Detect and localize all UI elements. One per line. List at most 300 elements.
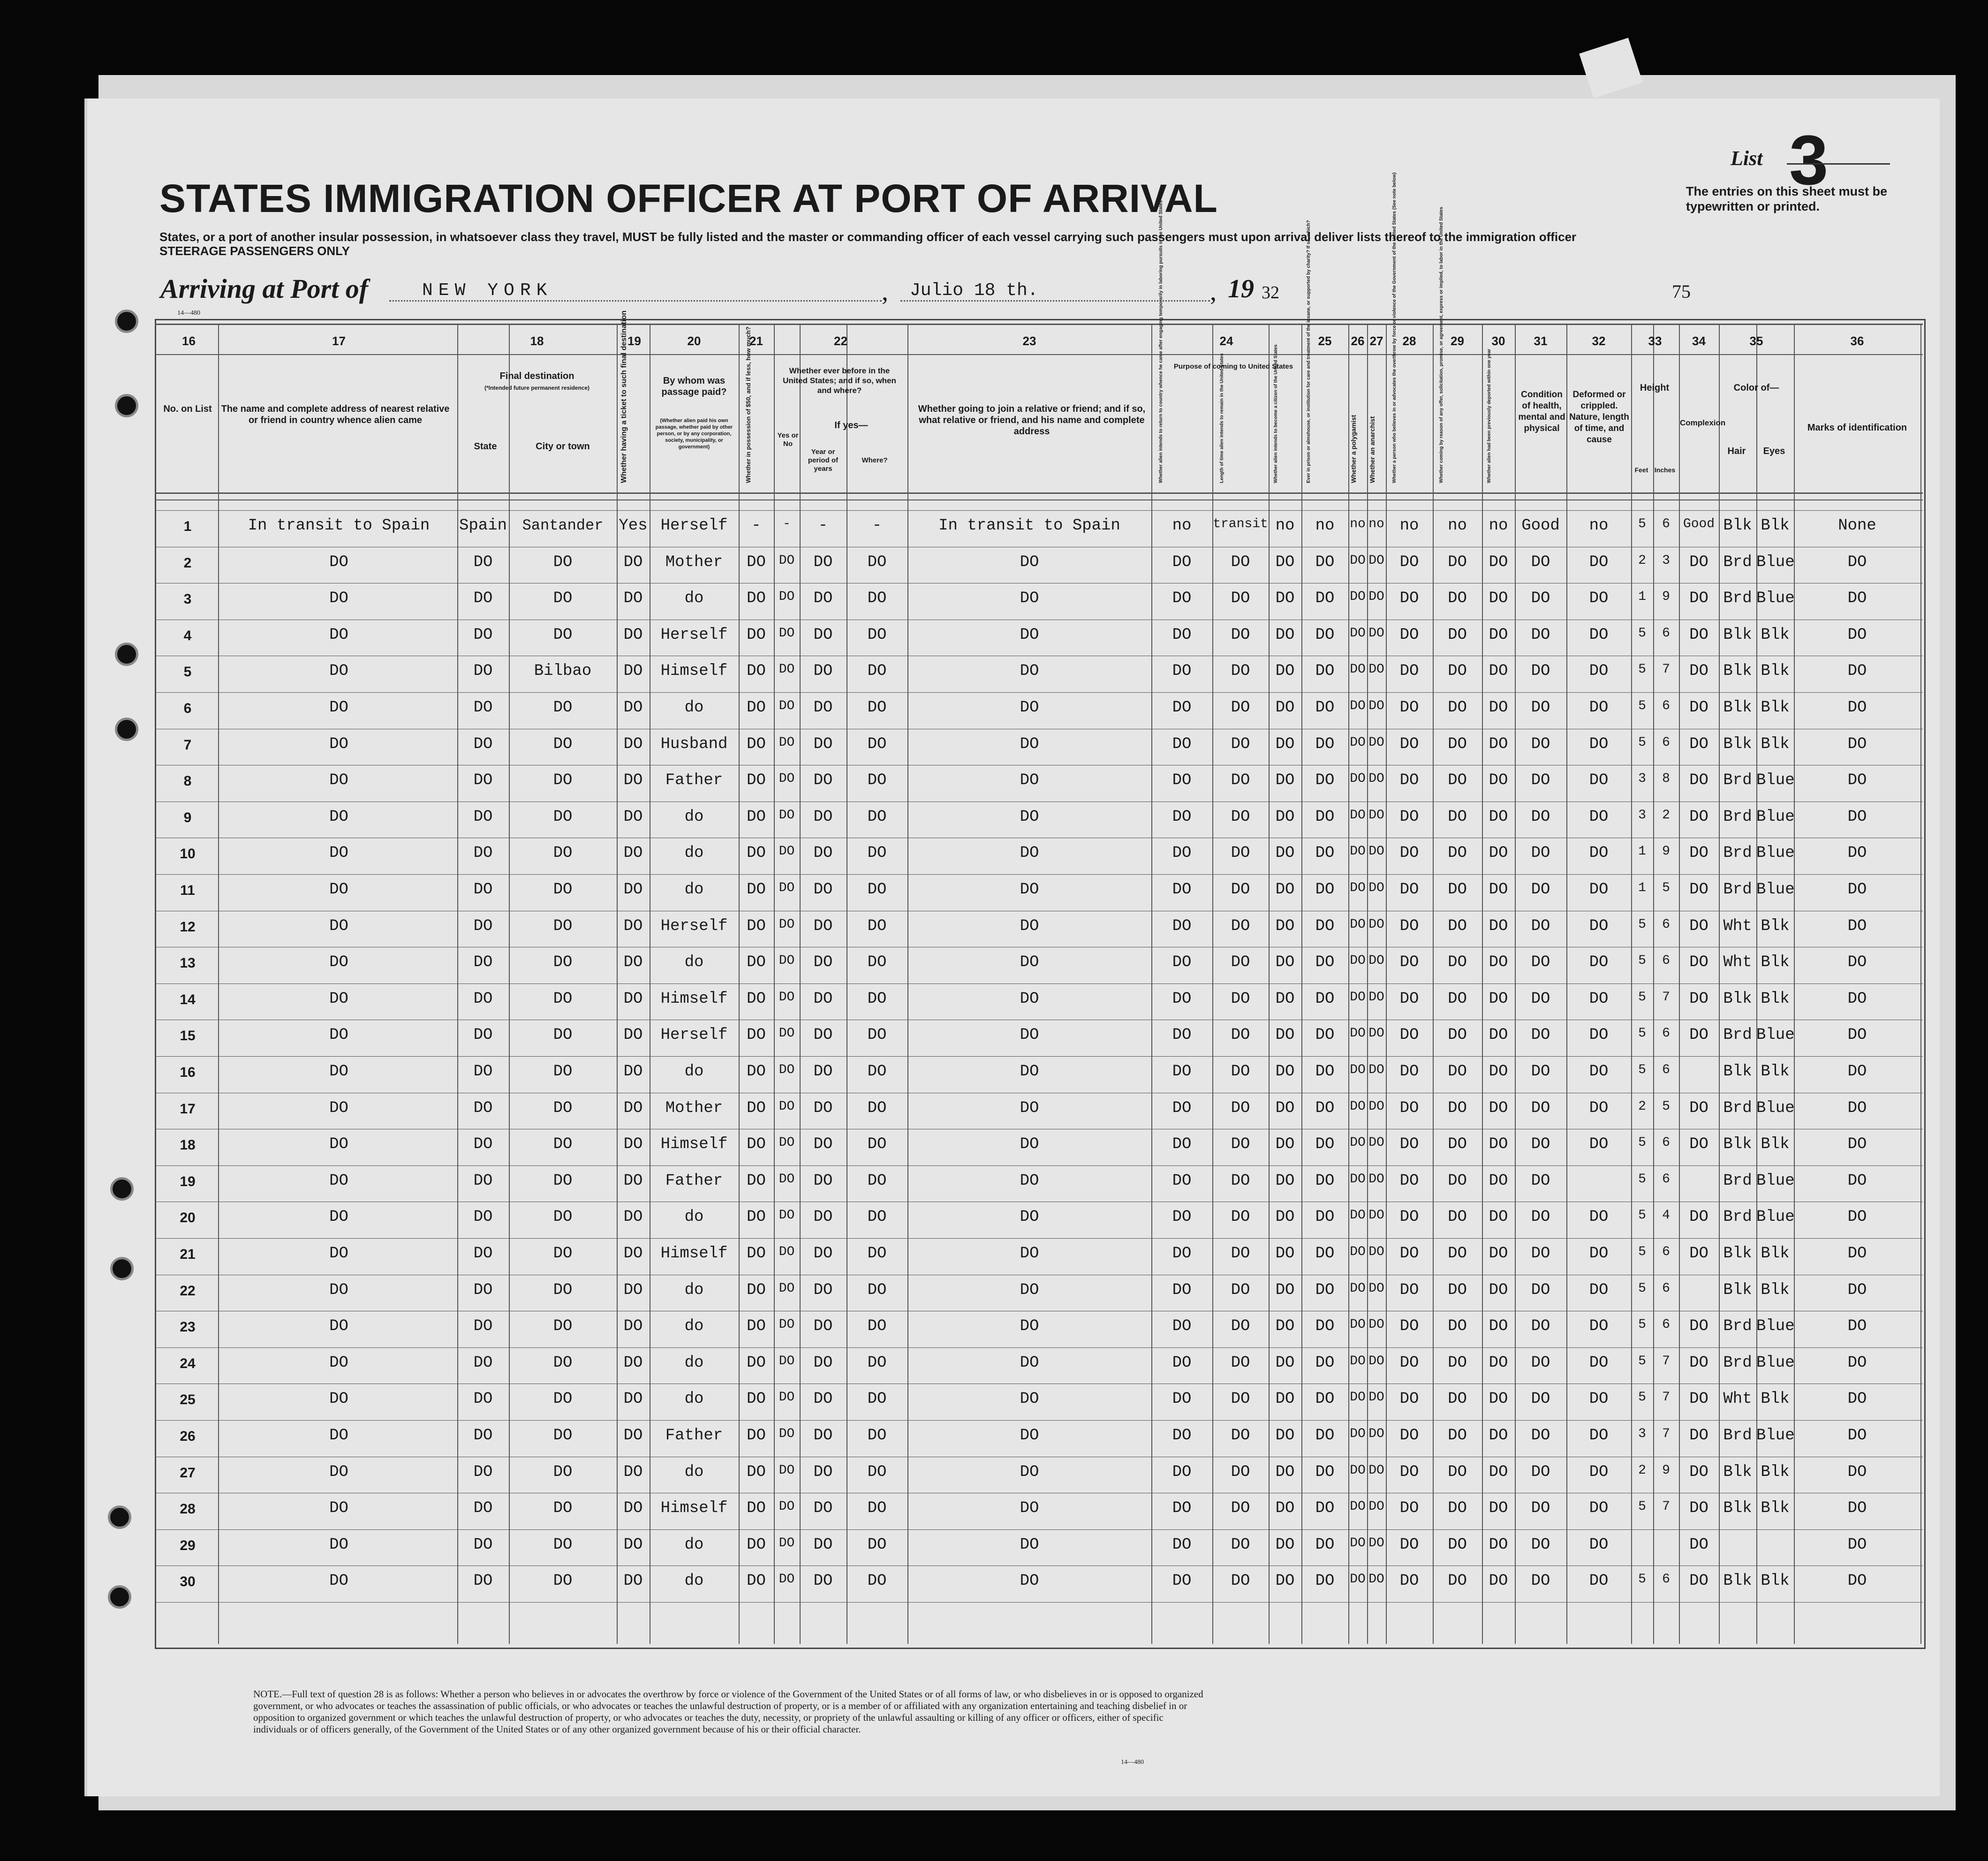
header-complexion: Complexion	[1680, 418, 1726, 427]
cell-complexion: DO	[1689, 590, 1708, 607]
row-rule	[155, 983, 1923, 984]
cell-c26: DO	[1350, 1026, 1366, 1041]
row-rule	[155, 1165, 1923, 1166]
cell-c21: DO	[747, 1281, 766, 1299]
cell-c24b: DO	[1231, 1208, 1250, 1226]
cell-c24b: DO	[1231, 1354, 1250, 1372]
cell-c22a: DO	[779, 735, 795, 750]
cell-c22b: DO	[813, 735, 833, 753]
cell-city: DO	[553, 1463, 573, 1481]
cell-c21: DO	[747, 662, 766, 680]
cell-paid: do	[684, 1390, 704, 1408]
cell-paid: do	[684, 699, 704, 717]
header-feet: Feet	[1634, 466, 1648, 474]
cell-c30: DO	[1489, 626, 1508, 644]
cell-deformed: DO	[1589, 1281, 1609, 1299]
cell-c30: DO	[1489, 1390, 1508, 1408]
cell-complexion: DO	[1689, 1354, 1708, 1372]
cell-paid: Himself	[660, 1499, 728, 1517]
cell-inches: 6	[1662, 953, 1670, 968]
row-rule	[155, 499, 1923, 500]
cell-complexion: DO	[1689, 917, 1708, 935]
cell-join: DO	[1020, 1390, 1039, 1408]
row-number: 14	[180, 992, 196, 1007]
cell-feet: 1	[1638, 844, 1646, 859]
cell-state: DO	[473, 1427, 493, 1445]
cell-eyes: Blue	[1756, 590, 1795, 607]
cell-c22a: DO	[779, 1026, 795, 1041]
cell-c28: DO	[1399, 1063, 1419, 1081]
cell-city: DO	[553, 1572, 573, 1590]
cell-c26: DO	[1350, 626, 1366, 641]
header-inches: Inches	[1654, 466, 1676, 474]
cell-c24c: DO	[1275, 662, 1295, 680]
cell-c22b: DO	[813, 917, 833, 935]
cell-paid: Father	[665, 772, 723, 789]
cell-deformed: DO	[1589, 844, 1609, 862]
cell-c24a: DO	[1172, 553, 1192, 571]
cell-c21: DO	[747, 1026, 766, 1044]
port-line	[389, 300, 882, 302]
date-line	[900, 300, 1210, 302]
cell-rel: DO	[329, 590, 348, 607]
cell-city: DO	[553, 881, 573, 899]
cell-marks: DO	[1847, 1463, 1867, 1481]
cell-c22a: DO	[779, 1354, 795, 1369]
cell-join: DO	[1020, 953, 1039, 971]
cell-paid: Himself	[660, 1135, 728, 1153]
cell-join: In transit to Spain	[938, 517, 1120, 535]
cell-hair: Blk	[1723, 1463, 1752, 1481]
column-number: 23	[1022, 334, 1036, 348]
cell-ticket: DO	[623, 1463, 643, 1481]
cell-feet: 5	[1638, 626, 1646, 641]
cell-state: DO	[473, 990, 493, 1008]
cell-hair: Brd	[1723, 1026, 1752, 1044]
cell-c27: DO	[1368, 699, 1384, 713]
cell-c22a: DO	[779, 808, 795, 823]
cell-join: DO	[1020, 1245, 1039, 1263]
column-number: 26	[1351, 334, 1365, 348]
row-number: 21	[180, 1247, 196, 1262]
cell-ticket: DO	[623, 953, 643, 971]
cell-c24a: DO	[1172, 917, 1192, 935]
header-yes-no: Yes or No	[777, 431, 799, 448]
cell-rel: DO	[329, 1463, 348, 1481]
cell-complexion: DO	[1689, 1245, 1708, 1263]
cell-c22c: DO	[867, 735, 887, 753]
cell-c26: DO	[1350, 881, 1366, 895]
cell-c24b: DO	[1231, 1245, 1250, 1263]
cell-c22a: DO	[779, 590, 795, 604]
cell-c24b: DO	[1231, 772, 1250, 789]
cell-c29: DO	[1448, 626, 1467, 644]
cell-eyes: Blk	[1761, 626, 1790, 644]
cell-c22c: DO	[867, 1499, 887, 1517]
cell-c21: DO	[747, 844, 766, 862]
cell-complexion: DO	[1689, 1208, 1708, 1226]
cell-rel: DO	[329, 1536, 348, 1554]
cell-inches: 6	[1662, 1135, 1670, 1150]
cell-hair: Brd	[1723, 1172, 1752, 1190]
cell-inches: 6	[1662, 1572, 1670, 1587]
cell-rel: DO	[329, 1499, 348, 1517]
cell-state: DO	[473, 1208, 493, 1226]
cell-marks: DO	[1847, 844, 1867, 862]
cell-health: DO	[1531, 590, 1550, 607]
footnote: NOTE.—Full text of question 28 is as follows: Whether a person who believes in or advocates the overthrow by force or violence of the Government of the United States or of all forms of law, or who disbelieves in or is opposed to organized government, or who advocates or teaches the assassination of public officials, or who advocates or teaches the unlawful destruction of property, or is a member of or affiliated with any organization entertaining and teaching disbelief in or opposition to organized government or which teaches the unlawful destruction of property, or who advocates or teaches the duty, necessity, or propriety of the unlawful assaulting or killing of any officer or officers, either of specific individuals or of officers generally, of the Government of the United States or of any other organized government because of his or their official character.	[253, 1688, 1203, 1735]
cell-marks: DO	[1847, 1026, 1867, 1044]
header-where: Where?	[862, 456, 888, 464]
cell-hair: Brd	[1723, 1208, 1752, 1226]
cell-c27: DO	[1368, 990, 1384, 1005]
cell-c25: DO	[1315, 1354, 1335, 1372]
cell-c25: DO	[1315, 1172, 1335, 1190]
cell-c30: DO	[1489, 953, 1508, 971]
cell-c21: DO	[747, 1390, 766, 1408]
cell-marks: DO	[1847, 1245, 1867, 1263]
cell-eyes: Blue	[1756, 808, 1795, 826]
cell-marks: DO	[1847, 953, 1867, 971]
column-number: 16	[182, 334, 196, 348]
cell-c24a: DO	[1172, 1063, 1192, 1081]
cell-c26: DO	[1350, 990, 1366, 1005]
cell-city: DO	[553, 1208, 573, 1226]
cell-feet: 5	[1638, 699, 1646, 713]
cell-c22c: DO	[867, 1208, 887, 1226]
row-number: 10	[180, 846, 196, 862]
cell-c28: DO	[1399, 699, 1419, 717]
cell-c21: DO	[747, 1172, 766, 1190]
cell-inches: 7	[1662, 990, 1670, 1005]
cell-health: DO	[1531, 1172, 1550, 1190]
cell-c25: DO	[1315, 1063, 1335, 1081]
cell-c21: DO	[747, 1317, 766, 1335]
cell-c24c: DO	[1275, 1499, 1295, 1517]
binder-hole	[108, 1585, 131, 1609]
cell-complexion: DO	[1689, 772, 1708, 789]
cell-ticket: DO	[623, 1208, 643, 1226]
cell-paid: Herself	[660, 917, 728, 935]
cell-paid: Mother	[665, 1099, 723, 1117]
cell-state: DO	[473, 1135, 493, 1153]
cell-c25: DO	[1315, 917, 1335, 935]
cell-marks: DO	[1847, 1572, 1867, 1590]
cell-paid: do	[684, 1317, 704, 1335]
cell-ticket: DO	[623, 1427, 643, 1445]
cell-c30: DO	[1489, 1499, 1508, 1517]
cell-c24a: DO	[1172, 1390, 1192, 1408]
form-code: 14—480	[177, 310, 200, 317]
instructions-text: States, or a port of another insular possession, in whatsoever class they travel, MUST be fully listed and the master or commanding officer of each vessel carrying such passengers must upon arrival deliver lists thereof to the immigration officer	[159, 230, 1577, 244]
cell-c24a: DO	[1172, 1026, 1192, 1044]
cell-c24b: DO	[1231, 553, 1250, 571]
cell-health: DO	[1531, 917, 1550, 935]
cell-health: DO	[1531, 881, 1550, 899]
cell-paid: Husband	[660, 735, 728, 753]
cell-c24a: no	[1172, 517, 1192, 535]
cell-feet: 5	[1638, 1245, 1646, 1259]
cell-city: DO	[553, 1099, 573, 1117]
header-marks: Marks of identification	[1807, 423, 1907, 433]
cell-complexion: DO	[1689, 844, 1708, 862]
cell-c26: DO	[1350, 844, 1366, 859]
cell-c28: DO	[1399, 990, 1419, 1008]
cell-state: DO	[473, 1536, 493, 1554]
cell-city: DO	[553, 590, 573, 607]
cell-c26: DO	[1350, 735, 1366, 750]
cell-c24b: DO	[1231, 881, 1250, 899]
cell-c21: DO	[747, 1245, 766, 1263]
cell-hair: Blk	[1723, 1063, 1752, 1081]
cell-c28: DO	[1399, 1172, 1419, 1190]
cell-c29: DO	[1448, 881, 1467, 899]
cell-ticket: DO	[623, 1390, 643, 1408]
cell-c21: DO	[747, 1536, 766, 1554]
cell-state: DO	[473, 1463, 493, 1481]
cell-c22b: DO	[813, 1463, 833, 1481]
cell-eyes: Blue	[1756, 1354, 1795, 1372]
row-number: 4	[183, 628, 192, 643]
header-q28: Whether a person who believes in or advocates the overthrow by force or violence of the Government of the United States (See note below)	[1392, 172, 1397, 483]
cell-c24b: DO	[1231, 699, 1250, 717]
cell-health: DO	[1531, 1208, 1550, 1226]
cell-c22a: DO	[779, 917, 795, 932]
cell-rel: DO	[329, 1572, 348, 1590]
cell-c25: DO	[1315, 699, 1335, 717]
cell-ticket: DO	[623, 1536, 643, 1554]
cell-c30: DO	[1489, 844, 1508, 862]
cell-feet: 2	[1638, 553, 1646, 568]
row-number: 3	[183, 591, 192, 607]
cell-c25: DO	[1315, 1135, 1335, 1153]
cell-c27: DO	[1368, 1135, 1384, 1150]
cell-health: DO	[1531, 735, 1550, 753]
cell-marks: DO	[1847, 990, 1867, 1008]
cell-complexion: DO	[1689, 990, 1708, 1008]
cell-complexion: DO	[1689, 553, 1708, 571]
cell-c24b: DO	[1231, 1390, 1250, 1408]
header-q30: Whether alien had been previously deported within one year	[1487, 348, 1492, 483]
cell-c24b: DO	[1231, 1427, 1250, 1445]
cell-c22a: DO	[779, 1536, 795, 1551]
cell-c30: DO	[1489, 699, 1508, 717]
cell-c24a: DO	[1172, 1572, 1192, 1590]
cell-feet: 5	[1638, 1135, 1646, 1150]
cell-c21: DO	[747, 1354, 766, 1372]
cell-c22a: DO	[779, 553, 795, 568]
cell-c24b: DO	[1231, 1281, 1250, 1299]
cell-join: DO	[1020, 1499, 1039, 1517]
cell-c22b: DO	[813, 1208, 833, 1226]
cell-city: DO	[553, 1499, 573, 1517]
cell-c29: DO	[1448, 1390, 1467, 1408]
cell-c21: DO	[747, 1208, 766, 1226]
cell-health: DO	[1531, 1572, 1550, 1590]
cell-c26: DO	[1350, 1317, 1366, 1332]
cell-join: DO	[1020, 1427, 1039, 1445]
cell-rel: DO	[329, 1208, 348, 1226]
cell-feet: 5	[1638, 517, 1646, 531]
cell-inches: 2	[1662, 808, 1670, 823]
cell-c26: DO	[1350, 1536, 1366, 1551]
cell-inches: 6	[1662, 1317, 1670, 1332]
row-number: 12	[180, 919, 196, 935]
cell-c29: DO	[1448, 844, 1467, 862]
cell-c29: DO	[1448, 1536, 1467, 1554]
cell-c24a: DO	[1172, 662, 1192, 680]
cell-c22b: DO	[813, 1536, 833, 1554]
cell-c28: DO	[1399, 1026, 1419, 1044]
cell-join: DO	[1020, 917, 1039, 935]
cell-paid: Himself	[660, 662, 728, 680]
cell-eyes: Blue	[1756, 844, 1795, 862]
row-rule	[155, 510, 1923, 511]
cell-ticket: DO	[623, 1499, 643, 1517]
cell-deformed: DO	[1589, 662, 1609, 680]
cell-c26: DO	[1350, 772, 1366, 786]
cell-c24b: DO	[1231, 1172, 1250, 1190]
cell-complexion: DO	[1689, 626, 1708, 644]
cell-ticket: Yes	[619, 517, 648, 535]
cell-c29: DO	[1448, 808, 1467, 826]
cell-state: DO	[473, 1099, 493, 1117]
cell-c24a: DO	[1172, 772, 1192, 789]
cell-city: DO	[553, 1354, 573, 1372]
row-number: 16	[180, 1065, 196, 1080]
cell-c22a: DO	[779, 990, 795, 1005]
cell-hair: Brd	[1723, 772, 1752, 789]
cell-marks: DO	[1847, 735, 1867, 753]
header-purpose-1: Whether alien intends to return to country whence he came after engaging temporarily in laboring pursuits in the United States	[1158, 200, 1164, 483]
cell-c25: DO	[1315, 1245, 1335, 1263]
list-underline	[1787, 163, 1890, 165]
cell-c27: DO	[1368, 735, 1384, 750]
cell-deformed: DO	[1589, 1208, 1609, 1226]
cell-ticket: DO	[623, 1317, 643, 1335]
cell-feet: 5	[1638, 1572, 1646, 1587]
cell-city: DO	[553, 1390, 573, 1408]
cell-c24c: DO	[1275, 699, 1295, 717]
row-number: 17	[180, 1101, 196, 1117]
cell-c22c: DO	[867, 1026, 887, 1044]
cell-c22c: DO	[867, 990, 887, 1008]
cell-join: DO	[1020, 844, 1039, 862]
cell-state: DO	[473, 699, 493, 717]
cell-c30: DO	[1489, 1135, 1508, 1153]
cell-city: DO	[553, 1135, 573, 1153]
cell-rel: DO	[329, 772, 348, 789]
cell-state: DO	[473, 1245, 493, 1263]
column-number: 22	[834, 334, 847, 348]
cell-health: DO	[1531, 844, 1550, 862]
cell-c28: DO	[1399, 1281, 1419, 1299]
header-50: Whether in possession of $50, and if less, how much?	[745, 326, 752, 483]
page-title: STATES IMMIGRATION OFFICER AT PORT OF ARRIVAL	[159, 176, 1218, 220]
cell-ticket: DO	[623, 1063, 643, 1081]
cell-complexion: DO	[1689, 808, 1708, 826]
cell-deformed: DO	[1589, 1354, 1609, 1372]
cell-c21: DO	[747, 1135, 766, 1153]
cell-c28: DO	[1399, 735, 1419, 753]
cell-health: DO	[1531, 553, 1550, 571]
cell-c25: DO	[1315, 1463, 1335, 1481]
cell-c27: DO	[1368, 1172, 1384, 1187]
row-number: 1	[183, 519, 192, 534]
cell-c21: DO	[747, 953, 766, 971]
cell-marks: DO	[1847, 1427, 1867, 1445]
cell-c22b: -	[818, 517, 828, 535]
cell-c27: DO	[1368, 1463, 1384, 1478]
cell-feet: 5	[1638, 990, 1646, 1005]
cell-c22a: DO	[779, 1208, 795, 1223]
cell-deformed: DO	[1589, 808, 1609, 826]
cell-c30: DO	[1489, 1245, 1508, 1263]
cell-eyes: Blue	[1756, 1172, 1795, 1190]
cell-rel: DO	[329, 1317, 348, 1335]
row-rule	[155, 1420, 1923, 1421]
cell-city: DO	[553, 1026, 573, 1044]
cell-c27: DO	[1368, 1390, 1384, 1405]
cell-feet: 5	[1638, 1281, 1646, 1296]
cell-complexion: DO	[1689, 1317, 1708, 1335]
cell-c22a: DO	[779, 1099, 795, 1114]
row-rule	[155, 492, 1923, 494]
cell-c25: no	[1315, 517, 1335, 535]
cell-health: DO	[1531, 1536, 1550, 1554]
cell-c30: DO	[1489, 1317, 1508, 1335]
cell-city: DO	[553, 990, 573, 1008]
cell-c25: DO	[1315, 953, 1335, 971]
column-number: 24	[1219, 334, 1233, 348]
cell-inches: 5	[1662, 881, 1670, 895]
row-number: 6	[183, 701, 192, 716]
cell-c24b: DO	[1231, 1317, 1250, 1335]
cell-inches: 9	[1662, 590, 1670, 604]
cell-c29: DO	[1448, 1317, 1467, 1335]
row-number: 15	[180, 1028, 196, 1044]
cell-marks: DO	[1847, 699, 1867, 717]
list-number: 3	[1789, 121, 1829, 199]
cell-c22c: DO	[867, 1281, 887, 1299]
cell-c28: DO	[1399, 1099, 1419, 1117]
cell-health: DO	[1531, 699, 1550, 717]
cell-hair: Brd	[1723, 590, 1752, 607]
cell-c29: DO	[1448, 1026, 1467, 1044]
cell-c28: DO	[1399, 662, 1419, 680]
cell-c22c: DO	[867, 662, 887, 680]
cell-c21: DO	[747, 990, 766, 1008]
cell-rel: DO	[329, 626, 348, 644]
cell-c21: DO	[747, 626, 766, 644]
cell-c22a: DO	[779, 1499, 795, 1514]
cell-health: DO	[1531, 662, 1550, 680]
cell-c26: DO	[1350, 590, 1366, 604]
cell-ticket: DO	[623, 917, 643, 935]
cell-c24b: DO	[1231, 990, 1250, 1008]
cell-feet: 5	[1638, 953, 1646, 968]
cell-c26: DO	[1350, 1354, 1366, 1369]
row-number: 9	[183, 810, 192, 825]
cell-rel: DO	[329, 1063, 348, 1081]
cell-hair: Wht	[1723, 1390, 1752, 1408]
cell-state: DO	[473, 1063, 493, 1081]
cell-c21: DO	[747, 1572, 766, 1590]
cell-hair: Blk	[1723, 662, 1752, 680]
cell-rel: DO	[329, 1135, 348, 1153]
cell-c29: DO	[1448, 590, 1467, 607]
cell-c28: DO	[1399, 808, 1419, 826]
